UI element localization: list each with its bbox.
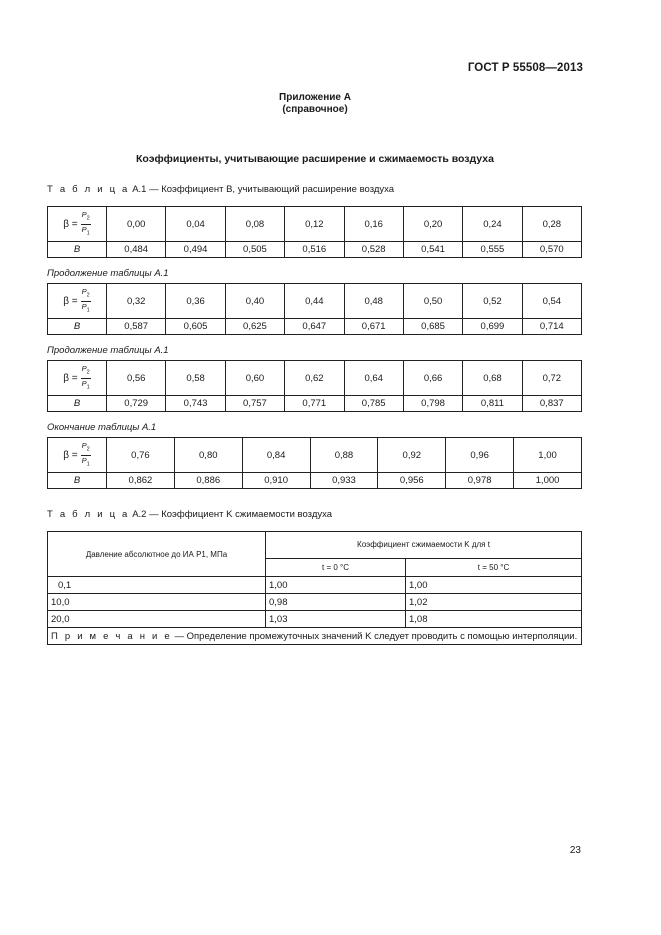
standard-code: ГОСТ Р 55508—2013: [467, 62, 583, 74]
b-value-cell: 0,811: [463, 396, 522, 412]
note-text: — Определение промежуточных значений K следует проводить с помощью интерполяции.: [174, 630, 578, 642]
b-label: B: [48, 473, 107, 489]
table-a2-caption: [47, 509, 332, 520]
beta-value-cell: 0,12: [285, 207, 344, 242]
b-label: B: [48, 242, 107, 258]
b-value-cell: 0,605: [166, 319, 225, 335]
beta-value-cell: 1,00: [514, 438, 582, 473]
pressure-cell: 0,1: [48, 577, 266, 594]
beta-value-cell: 0,40: [225, 284, 284, 319]
k-t50-cell: 1,00: [406, 577, 582, 594]
header-t50: t = 50 °C: [406, 558, 582, 576]
b-value-cell: 0,587: [107, 319, 166, 335]
appendix-title: Приложение А: [279, 92, 351, 103]
b-value-cell: 0,729: [107, 396, 166, 412]
beta-label: β = $\frac{P_2}{P_1}$: [48, 361, 107, 396]
b-row: [48, 396, 582, 412]
b-value-cell: 0,528: [344, 242, 403, 258]
beta-value-cell: 0,50: [403, 284, 462, 319]
appendix-heading: [0, 92, 630, 116]
b-value-cell: 0,956: [378, 473, 446, 489]
note-prefix: П р и м е ч а н и е: [51, 630, 172, 642]
b-label: B: [48, 319, 107, 335]
beta-value-cell: 0,62: [285, 361, 344, 396]
b-value-cell: 0,910: [242, 473, 310, 489]
table-row: [48, 611, 582, 628]
b-label: B: [48, 396, 107, 412]
table-a1-ending: Окончание таблицы А.1: [47, 422, 157, 433]
b-value-cell: 0,771: [285, 396, 344, 412]
table-a1-caption-text: А.1 — Коэффициент B, учитывающий расширение воздуха: [132, 184, 395, 195]
page-number: 23: [569, 845, 581, 856]
beta-value-cell: 0,00: [107, 207, 166, 242]
table-a1-part-1: [47, 206, 582, 258]
k-t0-cell: 1,03: [266, 611, 406, 628]
beta-value-cell: 0,68: [463, 361, 522, 396]
beta-value-cell: 0,32: [107, 284, 166, 319]
beta-label: β = $\frac{P_2}{P_1}$: [48, 438, 107, 473]
b-value-cell: 0,671: [344, 319, 403, 335]
table-note: [48, 628, 582, 645]
b-value-cell: 0,555: [463, 242, 522, 258]
k-t0-cell: 1,00: [266, 577, 406, 594]
beta-value-cell: 0,60: [225, 361, 284, 396]
beta-value-cell: 0,24: [463, 207, 522, 242]
beta-value-cell: 0,88: [310, 438, 378, 473]
header-pressure: Давление абсолютное до ИА P1, МПа: [48, 532, 266, 577]
beta-value-cell: 0,76: [107, 438, 175, 473]
b-value-cell: 0,570: [522, 242, 581, 258]
beta-value-cell: 0,44: [285, 284, 344, 319]
k-t50-cell: 1,08: [406, 611, 582, 628]
beta-value-cell: 0,84: [242, 438, 310, 473]
table-row: [48, 594, 582, 611]
b-value-cell: 0,757: [225, 396, 284, 412]
b-value-cell: 0,505: [225, 242, 284, 258]
table-a1-part-2: [47, 283, 582, 335]
beta-value-cell: 0,48: [344, 284, 403, 319]
table-a1-part-4: [47, 437, 582, 489]
b-row: [48, 473, 582, 489]
table-a1-caption-prefix: Т а б л и ц а: [47, 184, 130, 195]
b-row: [48, 242, 582, 258]
beta-value-cell: 0,80: [174, 438, 242, 473]
b-value-cell: 0,798: [403, 396, 462, 412]
beta-value-cell: 0,28: [522, 207, 581, 242]
b-value-cell: 0,484: [107, 242, 166, 258]
beta-row: [48, 361, 582, 396]
b-value-cell: 0,685: [403, 319, 462, 335]
beta-value-cell: 0,52: [463, 284, 522, 319]
table-a1-continuation-2: Продолжение таблицы А.1: [47, 345, 169, 356]
beta-label: β = $\frac{P_2}{P_1}$: [48, 207, 107, 242]
header-k-group: Коэффициент сжимаемости K для t: [266, 532, 582, 559]
beta-value-cell: 0,36: [166, 284, 225, 319]
beta-value-cell: 0,20: [403, 207, 462, 242]
table-a1-part-3: [47, 360, 582, 412]
beta-value-cell: 0,54: [522, 284, 581, 319]
beta-value-cell: 0,72: [522, 361, 581, 396]
table-note-row: [48, 628, 582, 645]
beta-value-cell: 0,16: [344, 207, 403, 242]
beta-row: [48, 284, 582, 319]
section-title: Коэффициенты, учитывающие расширение и сжимаемость воздуха: [136, 153, 494, 165]
beta-value-cell: 0,92: [378, 438, 446, 473]
b-value-cell: 0,886: [174, 473, 242, 489]
pressure-cell: 10,0: [48, 594, 266, 611]
b-value-cell: 0,743: [166, 396, 225, 412]
beta-value-cell: 0,08: [225, 207, 284, 242]
table-a2-caption-text: А.2 — Коэффициент K сжимаемости воздуха: [132, 509, 333, 520]
b-value-cell: 0,714: [522, 319, 581, 335]
b-value-cell: 1,000: [514, 473, 582, 489]
appendix-subtitle: (справочное): [282, 104, 348, 115]
table-a2-caption-prefix: Т а б л и ц а: [47, 509, 130, 520]
table-a2: [47, 531, 582, 645]
beta-row: [48, 438, 582, 473]
beta-value-cell: 0,56: [107, 361, 166, 396]
pressure-cell: 20,0: [48, 611, 266, 628]
b-value-cell: 0,647: [285, 319, 344, 335]
b-value-cell: 0,516: [285, 242, 344, 258]
b-value-cell: 0,862: [107, 473, 175, 489]
b-value-cell: 0,699: [463, 319, 522, 335]
k-t0-cell: 0,98: [266, 594, 406, 611]
beta-value-cell: 0,64: [344, 361, 403, 396]
table-a1-continuation-1: Продолжение таблицы А.1: [47, 268, 169, 279]
table-row: [48, 577, 582, 594]
b-value-cell: 0,625: [225, 319, 284, 335]
beta-value-cell: 0,96: [446, 438, 514, 473]
b-row: [48, 319, 582, 335]
header-t0: t = 0 °C: [266, 558, 406, 576]
table-a1-caption: [47, 184, 394, 195]
b-value-cell: 0,933: [310, 473, 378, 489]
beta-value-cell: 0,58: [166, 361, 225, 396]
beta-label: β = $\frac{P_2}{P_1}$: [48, 284, 107, 319]
b-value-cell: 0,978: [446, 473, 514, 489]
b-value-cell: 0,541: [403, 242, 462, 258]
beta-value-cell: 0,66: [403, 361, 462, 396]
b-value-cell: 0,494: [166, 242, 225, 258]
beta-row: [48, 207, 582, 242]
b-value-cell: 0,837: [522, 396, 581, 412]
k-t50-cell: 1,02: [406, 594, 582, 611]
beta-value-cell: 0,04: [166, 207, 225, 242]
b-value-cell: 0,785: [344, 396, 403, 412]
